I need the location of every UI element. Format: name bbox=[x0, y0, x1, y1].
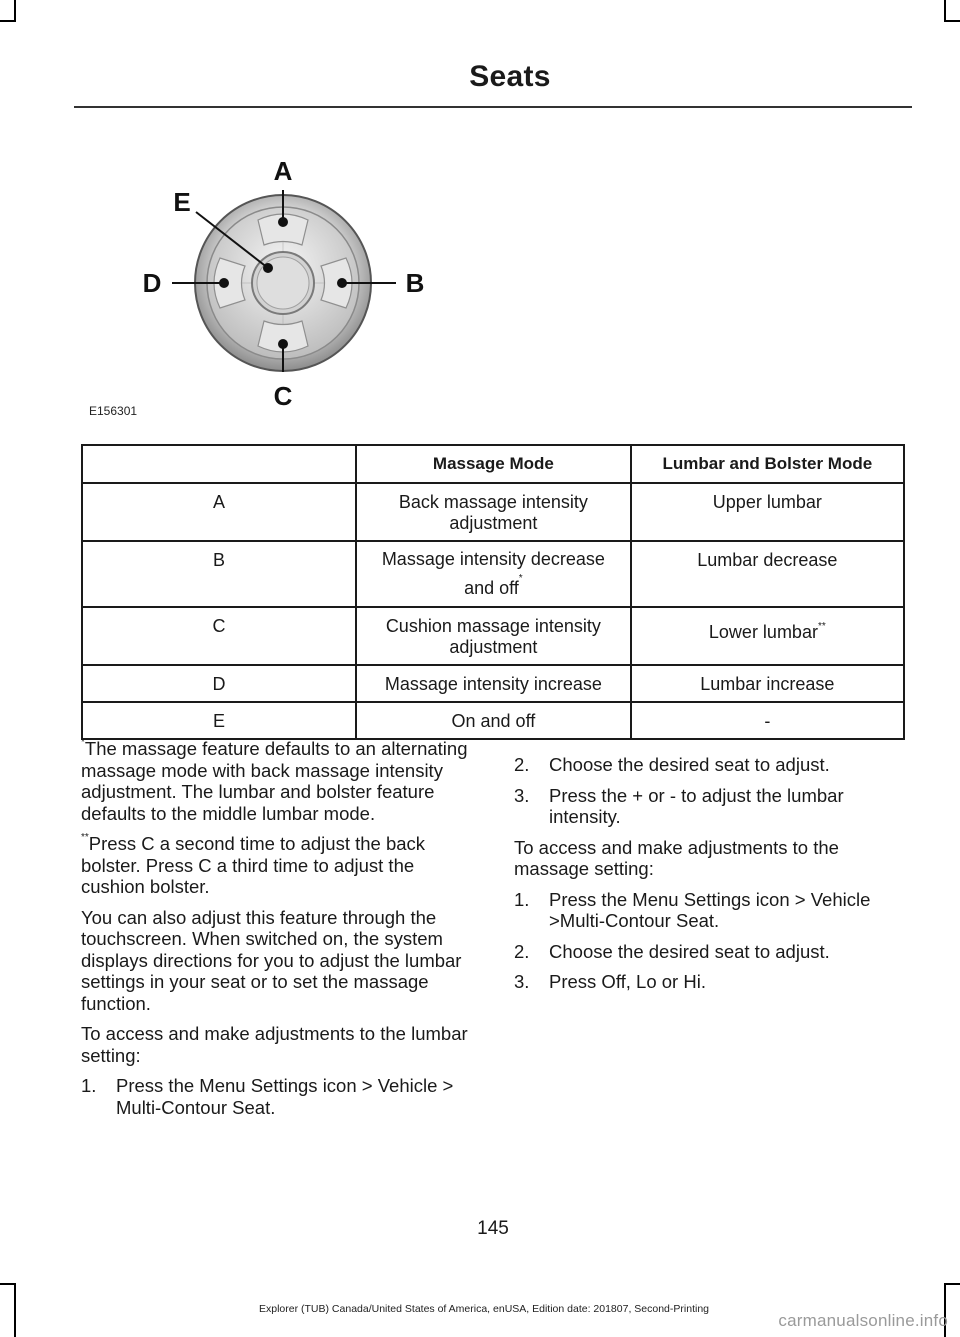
footnote-2 bbox=[81, 833, 476, 898]
table-cell-lumbar: Upper lumbar bbox=[631, 483, 904, 541]
page-footer: Explorer (TUB) Canada/United States of America, enUSA, Edition date: 201807, Second-Printing bbox=[259, 1303, 709, 1315]
list-item bbox=[514, 754, 909, 776]
footnote-mark: * bbox=[81, 737, 85, 748]
list-item bbox=[514, 889, 909, 932]
page-title: Seats bbox=[469, 60, 551, 93]
paragraph: To access and make adjustments to the massage setting: bbox=[514, 836, 839, 879]
right-column bbox=[514, 754, 909, 1002]
list-text: Choose the desired seat to adjust. bbox=[549, 754, 830, 775]
table-cell-lumbar: - bbox=[631, 702, 904, 739]
point-c bbox=[279, 340, 287, 348]
table-header-row bbox=[82, 445, 904, 483]
title-divider bbox=[74, 106, 912, 108]
list-number: 3. bbox=[514, 784, 530, 806]
table-cell-key: E bbox=[82, 702, 356, 739]
page-number: 145 bbox=[477, 1218, 509, 1239]
crop-mark bbox=[944, 1283, 960, 1285]
point-a bbox=[279, 218, 287, 226]
table-row bbox=[82, 607, 904, 665]
point-e bbox=[264, 264, 272, 272]
crop-mark bbox=[0, 1283, 16, 1285]
table-cell-key: C bbox=[82, 607, 356, 665]
footnote-mark: ** bbox=[817, 621, 826, 632]
footnote-mark: * bbox=[518, 573, 523, 584]
table-header bbox=[82, 445, 356, 483]
footnote-1 bbox=[81, 738, 476, 824]
list-text: Press the Menu Settings icon > Vehicle > Multi-Contour Seat. bbox=[116, 1075, 454, 1118]
table-cell-massage: Massage intensity increase bbox=[356, 665, 631, 702]
table-cell-massage: On and off bbox=[356, 702, 631, 739]
table-cell-massage bbox=[356, 541, 631, 607]
figure-id: E156301 bbox=[89, 404, 138, 418]
table-row bbox=[82, 665, 904, 702]
footnote-mark: ** bbox=[81, 832, 89, 843]
list-number: 2. bbox=[514, 940, 530, 962]
left-column bbox=[81, 738, 476, 1127]
crop-mark bbox=[944, 0, 946, 22]
crop-mark bbox=[14, 0, 16, 22]
paragraph: To access and make adjustments to the lumbar setting: bbox=[81, 1023, 468, 1066]
callout-label-e: E bbox=[173, 187, 191, 217]
list-item bbox=[81, 1075, 476, 1118]
control-functions-table bbox=[81, 444, 905, 740]
list-number: 1. bbox=[514, 888, 530, 910]
list-number: 1. bbox=[81, 1075, 97, 1096]
cell-text: Lower lumbar bbox=[708, 622, 818, 642]
cell-text: Massage intensity decrease and off bbox=[381, 549, 605, 598]
list-number: 2. bbox=[514, 754, 530, 775]
list-item bbox=[514, 971, 909, 993]
point-d bbox=[220, 279, 228, 287]
footnote-text: Press C a second time to adjust the back bolster. Press C a third time to adjust the cushion bolster. bbox=[81, 833, 426, 897]
seat-control-figure bbox=[80, 150, 480, 420]
list-number: 3. bbox=[514, 971, 530, 992]
table-cell-lumbar bbox=[631, 607, 904, 665]
paragraph: You can also adjust this feature through the touchscreen. When switched on, the system displays directions for you to adjust the lumbar settings in your seat or to set the massage function. bbox=[81, 906, 462, 1014]
callout-label-c: C bbox=[273, 381, 293, 411]
footnote-text: The massage feature defaults to an alternating massage mode with back massage intensity adjustment. The lumbar and bolster feature defaults to the middle lumbar mode. bbox=[81, 738, 468, 824]
table-row bbox=[82, 483, 904, 541]
list-text: Press Off, Lo or Hi. bbox=[549, 971, 706, 992]
table-header: Lumbar and Bolster Mode bbox=[631, 445, 904, 483]
list-item bbox=[514, 941, 909, 963]
callout-label-b: B bbox=[405, 268, 425, 298]
crop-mark bbox=[944, 20, 960, 22]
cell-text: Back massage intensity adjustment bbox=[398, 492, 588, 533]
list-text: Press the + or - to adjust the lumbar intensity. bbox=[549, 784, 844, 827]
list-text: Press the Menu Settings icon > Vehicle >Multi-Contour Seat. bbox=[549, 888, 871, 931]
table-cell-lumbar: Lumbar increase bbox=[631, 665, 904, 702]
table-cell-key: B bbox=[82, 541, 356, 607]
table-cell-massage bbox=[356, 607, 631, 665]
point-b bbox=[338, 279, 346, 287]
list-text: Choose the desired seat to adjust. bbox=[549, 940, 830, 962]
table-cell-key: A bbox=[82, 483, 356, 541]
cell-text: Cushion massage intensity adjustment bbox=[385, 616, 601, 657]
table-cell-key: D bbox=[82, 665, 356, 702]
table-row bbox=[82, 702, 904, 739]
crop-mark bbox=[0, 20, 16, 22]
table-cell-lumbar: Lumbar decrease bbox=[631, 541, 904, 607]
callout-label-d: D bbox=[142, 268, 162, 298]
table-header: Massage Mode bbox=[356, 445, 631, 483]
table-row bbox=[82, 541, 904, 607]
table-cell-massage bbox=[356, 483, 631, 541]
callout-label-a: A bbox=[273, 156, 293, 186]
watermark: carmanualsonline.info bbox=[778, 1311, 948, 1330]
list-item bbox=[514, 785, 909, 828]
